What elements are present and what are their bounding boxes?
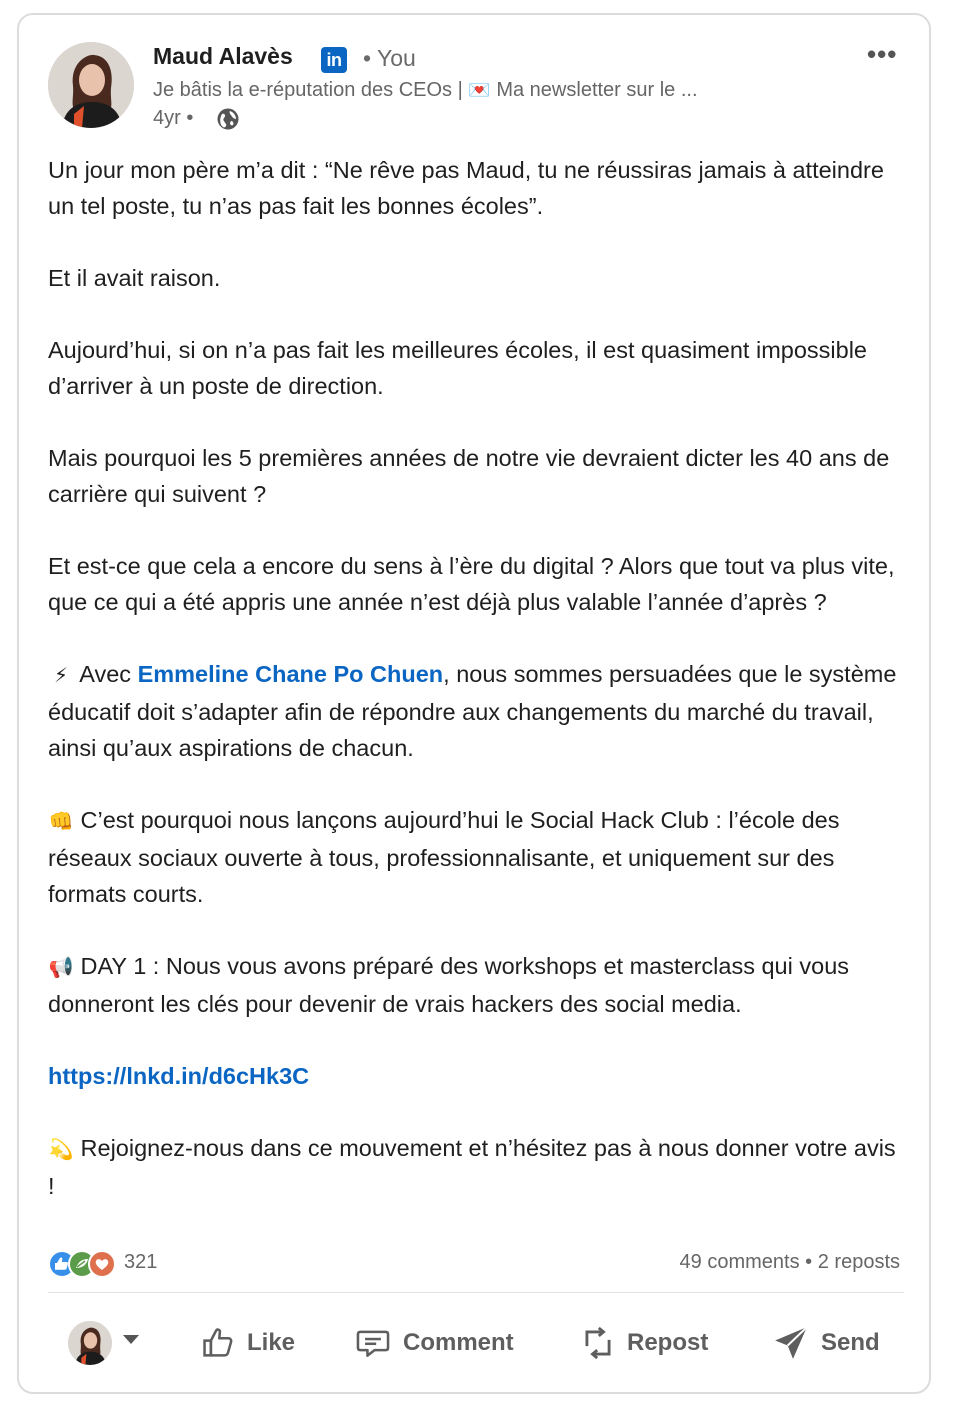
post-text — [48, 152, 904, 1240]
comments-count[interactable]: 49 comments — [679, 1251, 800, 1273]
send-label: Send — [821, 1329, 880, 1356]
post-paragraph: Mais pourquoi les 5 premières années de notre vie devraient dicter les 40 ans de carrière qui suivent ? — [48, 445, 890, 507]
repost-button[interactable] — [579, 1319, 708, 1367]
post-paragraph: Et est-ce que cela a encore du sens à l’ère du digital ? Alors que tout va plus vite, que ce qui a été appris une année n’est déjà plus valable l’année d’après ? — [48, 553, 895, 615]
reaction-icons[interactable] — [48, 1249, 128, 1277]
post-paragraph — [48, 656, 904, 766]
post-paragraph: Et il avait raison. — [48, 265, 221, 291]
text-fragment: C’est pourquoi nous lançons aujourd’hui le Social Hack Club : l’école des réseaux sociaux ouverte à tous, professionnalisante, et uniquement sur des formats courts. — [48, 807, 840, 907]
comment-icon — [353, 1324, 393, 1362]
post-paragraph: Aujourd’hui, si on n’a pas fait les meilleures écoles, il est quasiment impossible d’arriver à un poste de direction. — [48, 337, 867, 399]
thumbs-up-icon — [199, 1324, 237, 1362]
text-fragment: Avec — [79, 661, 138, 687]
reaction-count[interactable]: 321 — [124, 1251, 158, 1273]
post-paragraph — [48, 802, 904, 912]
lightning-icon: ⚡ — [53, 665, 69, 687]
comment-button[interactable] — [353, 1319, 514, 1367]
text-fragment: , nous sommes persuadées que le système éducatif doit s’adapter afin de répondre aux changements du marché du travail, ainsi qu’aux aspirations de chacun. — [48, 661, 897, 761]
comment-label: Comment — [403, 1329, 514, 1356]
relation-label: • You — [363, 45, 416, 71]
love-letter-icon: 💌 — [468, 80, 491, 100]
divider — [48, 1292, 904, 1293]
headline-prefix: Je bâtis la e-réputation des CEOs | — [153, 79, 463, 101]
megaphone-icon: 📢 — [48, 957, 74, 979]
more-options-icon[interactable]: ••• — [867, 39, 898, 69]
like-button[interactable] — [199, 1319, 295, 1367]
post-paragraph — [48, 1130, 904, 1204]
comments-reposts — [680, 1251, 900, 1274]
author-headline[interactable] — [153, 79, 698, 102]
fist-icon: 👊 — [48, 811, 74, 833]
mention-link[interactable]: Emmeline Chane Po Chuen — [137, 661, 444, 687]
author-avatar[interactable] — [48, 42, 134, 128]
post-paragraph — [48, 948, 904, 1022]
post-link[interactable]: https://lnkd.in/d6cHk3C — [48, 1063, 310, 1089]
love-reaction-icon — [88, 1250, 116, 1278]
author-name[interactable]: Maud Alavès — [153, 43, 293, 69]
globe-icon — [216, 107, 240, 131]
post-paragraph — [48, 1058, 904, 1094]
repost-label: Repost — [627, 1329, 709, 1356]
actor-photo — [68, 1321, 112, 1365]
actor-avatar[interactable] — [68, 1321, 112, 1365]
post-card — [17, 13, 931, 1394]
post-paragraph: Un jour mon père m’a dit : “Ne rêve pas Maud, tu ne réussiras jamais à atteindre un tel poste, tu n’as pas fait les bonnes écoles”. — [48, 157, 884, 219]
chevron-down-icon[interactable] — [123, 1335, 139, 1344]
repost-icon — [579, 1322, 617, 1364]
linkedin-premium-icon: in — [321, 47, 347, 73]
reposts-count[interactable]: 2 reposts — [817, 1251, 900, 1273]
avatar-photo — [48, 42, 134, 128]
dizzy-icon: 💫 — [48, 1139, 74, 1161]
separator-dot: • — [805, 1251, 813, 1273]
text-fragment: Rejoignez-nous dans ce mouvement et n’hésitez pas à nous donner votre avis ! — [48, 1135, 896, 1199]
headline-suffix: Ma newsletter sur le ... — [496, 79, 698, 101]
like-label: Like — [247, 1329, 296, 1356]
send-icon — [771, 1323, 811, 1363]
text-fragment: DAY 1 : Nous vous avons préparé des workshops et masterclass qui vous donneront les clés pour devenir de vrais hackers des social media. — [48, 953, 850, 1017]
send-button[interactable] — [771, 1319, 880, 1367]
post-time: 4yr • — [153, 107, 194, 129]
